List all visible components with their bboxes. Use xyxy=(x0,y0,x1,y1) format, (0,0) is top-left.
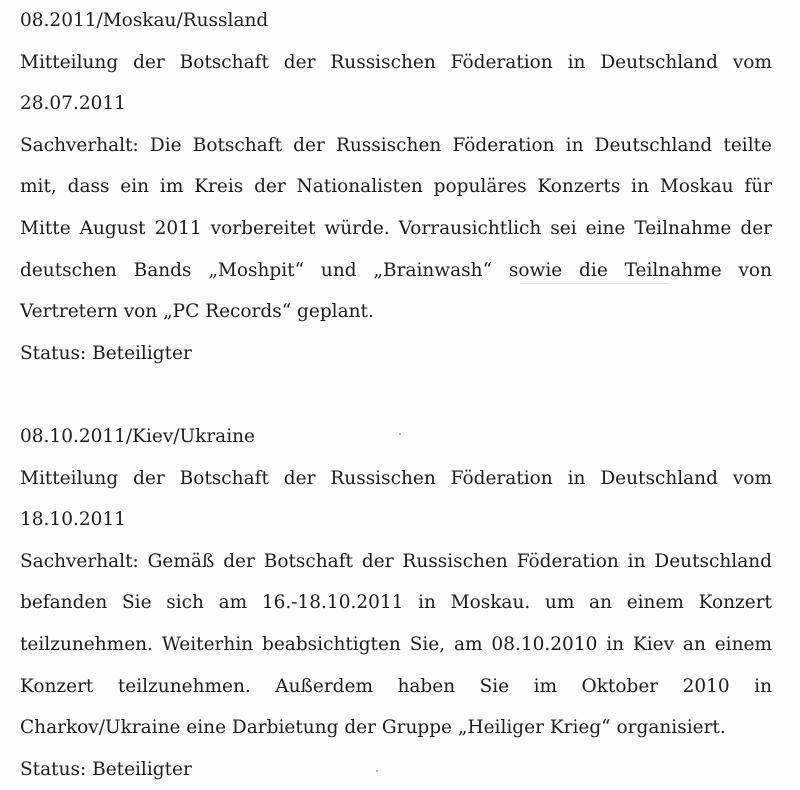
entry-line: 18.10.2011 xyxy=(20,509,126,531)
entry-line: Mitteilung der Botschaft der Russischen Föderation in Deutschland vom xyxy=(20,51,772,73)
entry-line: 28.07.2011 xyxy=(20,93,126,115)
entry-line: Vertretern von „PC Records“ geplant. xyxy=(20,301,374,323)
document-body xyxy=(20,0,772,790)
entry-line: mit, dass ein im Kreis der Nationalisten populäres Konzerts in Moskau für xyxy=(20,176,772,198)
entry-status: Status: Beteiligter xyxy=(20,342,192,364)
entry-line: Mitteilung der Botschaft der Russischen Föderation in Deutschland vom xyxy=(20,467,772,489)
entry-line: Sachverhalt: Die Botschaft der Russischen Föderation in Deutschland teilte xyxy=(20,134,772,156)
entry-kiev xyxy=(20,416,772,790)
entry-line: Sachverhalt: Gemäß der Botschaft der Russischen Föderation in Deutschland xyxy=(20,550,772,572)
entry-header: 08.10.2011/Kiev/Ukraine xyxy=(20,425,255,447)
entry-line: Charkov/Ukraine eine Darbietung der Gruppe „Heiliger Krieg“ organisiert. xyxy=(20,717,726,739)
entry-line: befanden Sie sich am 16.-18.10.2011 in Moskau. um an einem Konzert xyxy=(20,592,772,614)
entry-line: teilzunehmen. Weiterhin beabsichtigten Sie, am 08.10.2010 in Kiev an einem xyxy=(20,633,772,655)
entry-header: 08.2011/Moskau/Russland xyxy=(20,10,269,31)
entry-line: Konzert teilzunehmen. Außerdem haben Sie im Oktober 2010 in xyxy=(20,675,772,697)
entry-line: deutschen Bands „Moshpit“ und „Brainwash“ sowie die Teilnahme von xyxy=(20,259,772,281)
entry-status: Status: Beteiligter xyxy=(20,758,192,780)
entry-line: Mitte August 2011 vorbereitet würde. Vorrausichtlich sei eine Teilnahme der xyxy=(20,217,772,239)
entry-moskau xyxy=(20,0,772,374)
entry-spacer xyxy=(20,374,772,416)
